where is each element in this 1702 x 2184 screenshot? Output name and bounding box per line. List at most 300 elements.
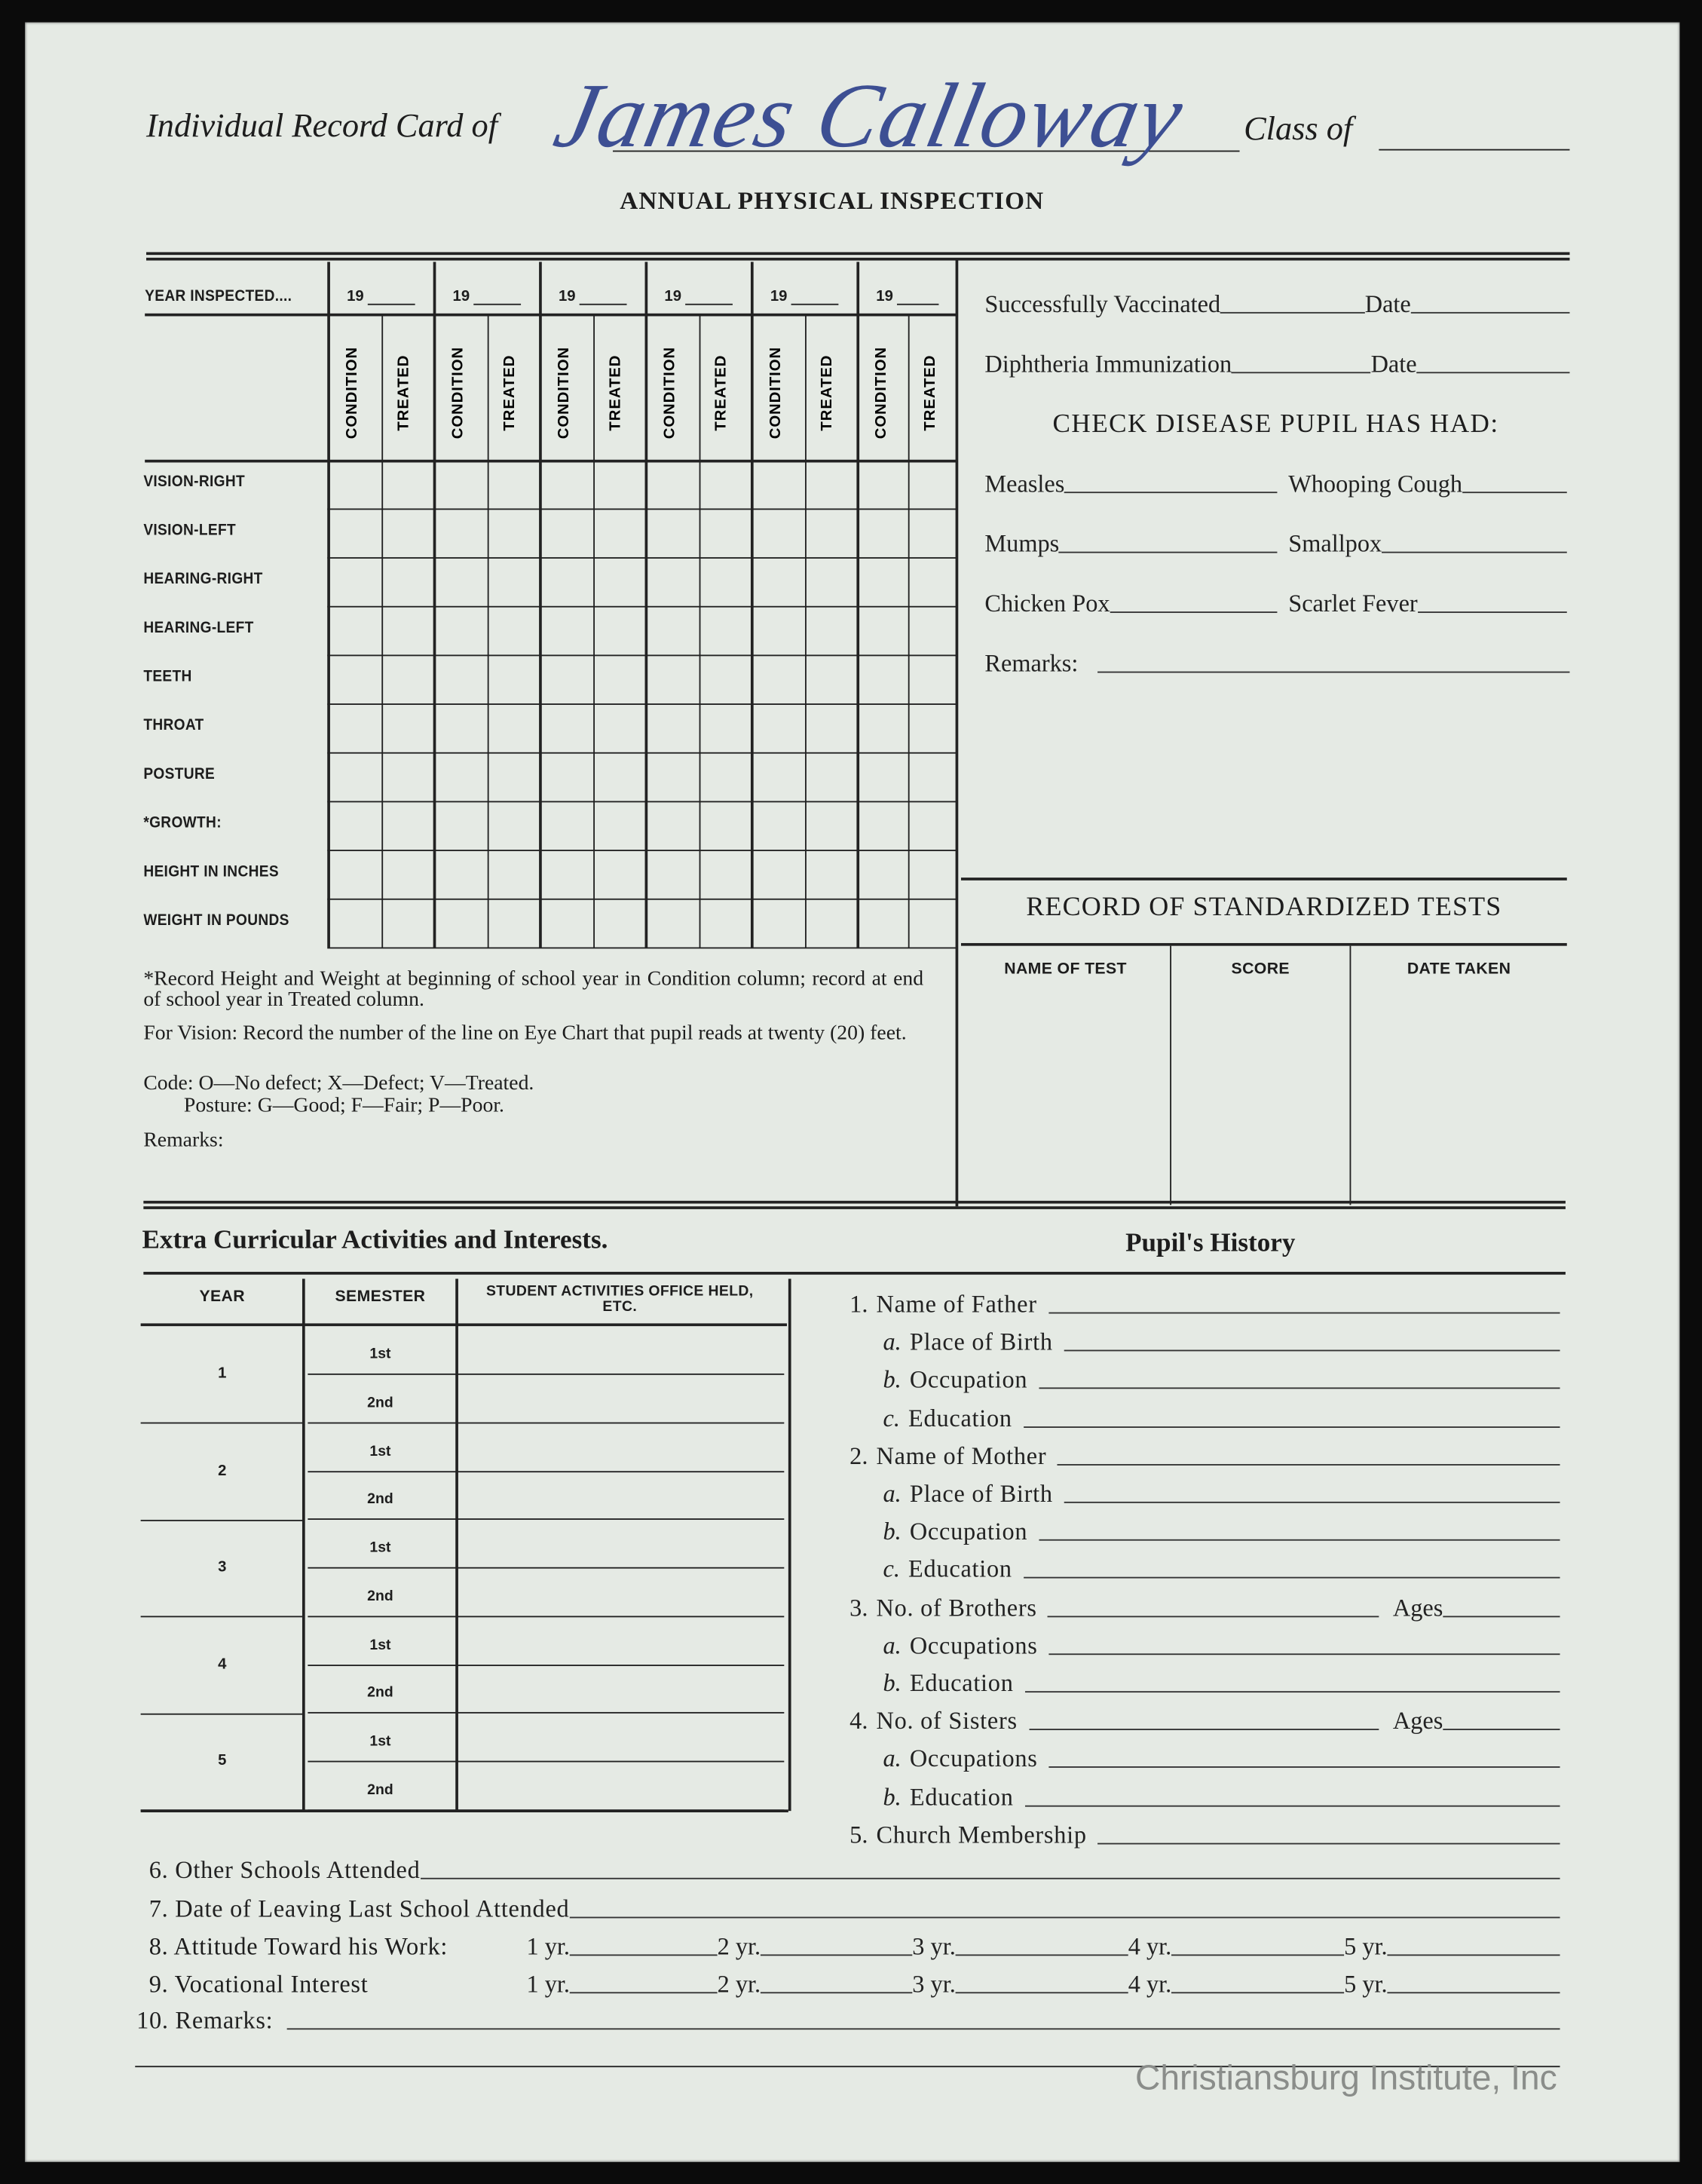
inspection-cell[interactable] <box>805 851 856 897</box>
inspection-row-label: TEETH <box>143 668 192 686</box>
health-remarks-field[interactable] <box>984 649 1569 678</box>
inspection-cell[interactable] <box>858 608 908 654</box>
inspection-cell[interactable] <box>911 851 961 897</box>
history-field[interactable] <box>849 1821 1560 1850</box>
inspection-cell[interactable] <box>699 851 750 897</box>
note-height-weight: *Record Height and Weight at beginning of school year in Condition column; record at end of school year in Treated column. <box>143 968 924 1012</box>
inspection-cell[interactable] <box>435 754 485 800</box>
fill-line <box>1388 1954 1560 1956</box>
inspection-cell[interactable] <box>329 754 379 800</box>
inspection-cell[interactable] <box>699 559 750 605</box>
inspection-cell[interactable] <box>540 656 591 702</box>
inspection-cell[interactable] <box>805 900 856 946</box>
year-blank-line[interactable] <box>791 304 839 305</box>
semester-label: 2nd <box>367 1781 393 1799</box>
inspection-cell[interactable] <box>858 900 908 946</box>
inspection-cell[interactable] <box>805 559 856 605</box>
fill-line <box>1059 552 1277 553</box>
item-number: 1. <box>849 1290 868 1319</box>
inspection-cell[interactable] <box>329 900 379 946</box>
inspection-cell[interactable] <box>381 754 432 800</box>
fill-line <box>1097 672 1569 673</box>
item-label: Education <box>908 1555 1012 1583</box>
inspection-cell[interactable] <box>329 461 379 507</box>
inspection-row-label: THROAT <box>143 717 204 734</box>
inspection-cell[interactable] <box>805 802 856 848</box>
history-field[interactable] <box>883 1328 1560 1357</box>
fill-line <box>1024 1426 1560 1427</box>
year-row-rule <box>145 314 957 317</box>
inspection-row-label: VISION-LEFT <box>143 522 236 540</box>
treated-header: TREATED <box>713 354 730 431</box>
inspection-cell[interactable] <box>329 851 379 897</box>
treated-header: TREATED <box>819 354 836 431</box>
fill-line <box>1220 312 1365 314</box>
inspection-cell[interactable] <box>381 608 432 654</box>
year-field[interactable] <box>1128 1932 1344 1962</box>
history-field[interactable] <box>883 1744 1560 1774</box>
activity-entry[interactable] <box>460 1762 783 1808</box>
inspection-cell[interactable] <box>540 510 591 556</box>
bottom-field[interactable] <box>149 1895 1560 1924</box>
inspection-cell[interactable] <box>593 656 644 702</box>
tests-header-rule <box>961 943 1567 945</box>
history-field[interactable] <box>883 1782 1560 1812</box>
inspection-cell[interactable] <box>752 754 803 800</box>
inspection-cell[interactable] <box>858 510 908 556</box>
disease-label: Scarlet Fever <box>1288 589 1418 617</box>
condition-header: CONDITION <box>873 346 890 440</box>
inspection-cell[interactable] <box>329 656 379 702</box>
semester-label: 1st <box>369 1636 391 1653</box>
inspection-cell[interactable] <box>646 754 696 800</box>
activity-entry[interactable] <box>460 1665 783 1711</box>
inspection-cell[interactable] <box>540 608 591 654</box>
disease-field[interactable] <box>984 590 1277 619</box>
fill-line <box>1382 552 1567 553</box>
fill-line <box>1024 1577 1560 1579</box>
inspection-cell[interactable] <box>699 802 750 848</box>
inspection-cell[interactable] <box>435 705 485 751</box>
date-label: Date <box>1364 289 1411 318</box>
inspection-cell[interactable] <box>593 705 644 751</box>
mid-rule-2 <box>143 1206 1566 1208</box>
disease-label: Smallpox <box>1288 529 1382 558</box>
tests-heading: RECORD OF STANDARDIZED TESTS <box>1026 893 1502 923</box>
item-number: a. <box>883 1479 902 1508</box>
year-field[interactable]: 19 <box>558 288 576 305</box>
inspection-cell[interactable] <box>646 851 696 897</box>
inspection-cell[interactable] <box>540 461 591 507</box>
fill-line <box>1388 1992 1560 1993</box>
inspection-row-label: HEARING-RIGHT <box>143 571 263 588</box>
inspection-cell[interactable] <box>699 900 750 946</box>
tests-col-score: SCORE <box>1231 960 1290 979</box>
inspection-cell[interactable] <box>329 608 379 654</box>
inspection-cell[interactable] <box>858 754 908 800</box>
inspection-cell[interactable] <box>646 559 696 605</box>
year-rule <box>141 1519 304 1521</box>
inspection-cell[interactable] <box>805 754 856 800</box>
condition-header: CONDITION <box>449 346 467 440</box>
disease-field[interactable] <box>1288 470 1567 499</box>
inspection-cell[interactable] <box>435 851 485 897</box>
year-label: 2 yr. <box>717 1931 761 1960</box>
year-label: 4 yr. <box>1128 1969 1172 1998</box>
inspection-cell[interactable] <box>699 705 750 751</box>
year-field[interactable]: 19 <box>770 288 788 305</box>
fill-line <box>1462 492 1567 493</box>
inspection-row-label: *GROWTH: <box>143 814 222 832</box>
history-field[interactable] <box>849 1290 1560 1319</box>
year-field[interactable]: 19 <box>664 288 682 305</box>
inspection-cell[interactable] <box>911 754 961 800</box>
year-rule <box>141 1616 304 1617</box>
inspection-cell[interactable] <box>699 608 750 654</box>
activity-entry[interactable] <box>460 1472 783 1518</box>
fill-line <box>287 2028 1560 2029</box>
field-label: 7. Date of Leaving Last School Attended <box>148 1895 570 1922</box>
inspection-cell[interactable] <box>488 705 538 751</box>
history-field[interactable] <box>883 1518 1560 1547</box>
watermark: Christiansburg Institute, Inc <box>1134 2059 1557 2098</box>
inspection-cell[interactable] <box>805 608 856 654</box>
year-field[interactable] <box>1344 1932 1560 1962</box>
year-blank-line[interactable] <box>897 304 938 305</box>
fill-line <box>1048 1767 1560 1769</box>
table-right-border <box>788 1279 791 1811</box>
year-blank-line[interactable] <box>368 304 415 305</box>
inspection-cell[interactable] <box>381 900 432 946</box>
inspection-cell[interactable] <box>646 608 696 654</box>
disease-label: Whooping Cough <box>1288 469 1463 498</box>
inspection-cell[interactable] <box>329 510 379 556</box>
inspection-cell[interactable] <box>488 802 538 848</box>
inspection-cell[interactable] <box>488 510 538 556</box>
year-blank-line[interactable] <box>473 304 521 305</box>
year-number: 5 <box>218 1752 227 1769</box>
class-of-line[interactable] <box>1379 149 1569 151</box>
inspection-cell[interactable] <box>329 559 379 605</box>
diphtheria-field[interactable] <box>984 350 1569 379</box>
inspection-cell[interactable] <box>488 608 538 654</box>
item-label: Place of Birth <box>909 1479 1053 1508</box>
fill-line <box>1443 1729 1560 1730</box>
inspection-cell[interactable] <box>435 461 485 507</box>
history-field[interactable] <box>883 1631 1560 1660</box>
fill-line <box>956 1954 1128 1956</box>
check-disease-heading: CHECK DISEASE PUPIL HAS HAD: <box>1052 409 1499 440</box>
inspection-row-label: HEIGHT IN INCHES <box>143 863 279 881</box>
fill-line <box>570 1954 718 1956</box>
inspection-cell[interactable] <box>435 559 485 605</box>
year-field[interactable] <box>526 1970 717 1999</box>
semester-label: 1st <box>369 1345 391 1363</box>
top-rule-2 <box>146 258 1569 260</box>
history-field[interactable] <box>849 1707 1560 1736</box>
item-number: 3. <box>849 1593 868 1622</box>
disease-field[interactable] <box>1288 529 1567 559</box>
mid-rule <box>143 1201 1566 1203</box>
inspection-cell[interactable] <box>752 510 803 556</box>
fill-line <box>1171 1992 1344 1993</box>
inspection-cell[interactable] <box>435 608 485 654</box>
year-field[interactable] <box>718 1932 913 1962</box>
inspection-cell[interactable] <box>911 608 961 654</box>
history-field[interactable] <box>883 1479 1560 1509</box>
activity-entry[interactable] <box>460 1714 783 1760</box>
inspection-cell[interactable] <box>646 900 696 946</box>
item-label: Occupation <box>909 1365 1028 1394</box>
year-label: 5 yr. <box>1344 1969 1388 1998</box>
disease-label: Mumps <box>984 529 1060 558</box>
item-number: a. <box>883 1328 902 1356</box>
fill-line <box>570 1992 718 1993</box>
activity-entry[interactable] <box>460 1616 783 1662</box>
fill-line <box>1418 611 1567 613</box>
year-label: 2 yr. <box>717 1969 761 1998</box>
inspection-cell[interactable] <box>752 705 803 751</box>
inspection-cell[interactable] <box>593 559 644 605</box>
inspection-cell[interactable] <box>858 705 908 751</box>
history-field[interactable] <box>883 1669 1560 1698</box>
fill-line <box>1064 1350 1560 1352</box>
tests-top-rule <box>961 878 1567 880</box>
inspection-cell[interactable] <box>381 461 432 507</box>
inspection-cell[interactable] <box>593 900 644 946</box>
fill-line <box>761 1992 912 1993</box>
inspection-cell[interactable] <box>435 656 485 702</box>
treated-header: TREATED <box>922 354 939 431</box>
item-label: Place of Birth <box>909 1328 1053 1356</box>
history-field[interactable] <box>883 1555 1560 1585</box>
field-label: 9. Vocational Interest <box>148 1969 369 1998</box>
title-prefix: Individual Record Card of <box>146 109 498 145</box>
semester-label: 1st <box>369 1732 391 1750</box>
fill-line <box>1024 1691 1560 1692</box>
fill-line <box>1029 1729 1379 1730</box>
item-number: 4. <box>849 1706 868 1735</box>
year-field[interactable] <box>912 1970 1128 1999</box>
note-vision: For Vision: Record the number of the line on Eye Chart that pupil reads at twenty (20) feet. <box>143 1022 907 1045</box>
inspection-cell[interactable] <box>381 510 432 556</box>
inspection-cell[interactable] <box>488 461 538 507</box>
item-number: c. <box>883 1555 900 1583</box>
inspection-cell[interactable] <box>858 656 908 702</box>
disease-field[interactable] <box>984 529 1277 559</box>
activity-entry[interactable] <box>460 1326 783 1372</box>
inspection-cell[interactable] <box>911 656 961 702</box>
item-label: Church Membership <box>876 1820 1087 1849</box>
inspection-cell[interactable] <box>911 510 961 556</box>
inspection-cell[interactable] <box>540 802 591 848</box>
condition-header: CONDITION <box>767 346 785 440</box>
inspection-cell[interactable] <box>593 461 644 507</box>
history-field[interactable] <box>883 1366 1560 1395</box>
activity-entry[interactable] <box>460 1520 783 1566</box>
inspection-cell[interactable] <box>329 802 379 848</box>
remarks-field[interactable] <box>136 2006 1560 2035</box>
year-number: 1 <box>218 1365 227 1383</box>
fill-line <box>1417 372 1570 373</box>
inspection-cell[interactable] <box>646 802 696 848</box>
bottom-field[interactable] <box>149 1855 1560 1885</box>
year-blank-line[interactable] <box>685 304 733 305</box>
history-field[interactable] <box>883 1404 1560 1433</box>
condition-header: CONDITION <box>344 346 361 440</box>
inspection-row-label: HEARING-LEFT <box>143 620 254 637</box>
fill-line <box>1048 1616 1379 1617</box>
fill-line <box>1064 1502 1560 1503</box>
inspection-cell[interactable] <box>699 754 750 800</box>
inspection-cell[interactable] <box>488 754 538 800</box>
section-divider <box>956 259 958 1207</box>
inspection-cell[interactable] <box>805 510 856 556</box>
tests-divider <box>1350 946 1351 1205</box>
note-posture: Posture: G—Good; F—Fair; P—Poor. <box>183 1095 504 1117</box>
history-field[interactable] <box>849 1441 1560 1471</box>
activity-entry[interactable] <box>460 1374 783 1420</box>
year-field[interactable]: 19 <box>876 288 893 305</box>
inspection-cell[interactable] <box>540 900 591 946</box>
inspection-cell[interactable] <box>858 802 908 848</box>
inspection-cell[interactable] <box>858 851 908 897</box>
col-semester: SEMESTER <box>335 1288 426 1306</box>
fill-line <box>1443 1616 1560 1617</box>
inspection-cell[interactable] <box>381 656 432 702</box>
fill-line <box>1058 1464 1560 1466</box>
top-rule <box>146 252 1569 254</box>
year-rule <box>141 1423 304 1424</box>
inspection-cell[interactable] <box>540 705 591 751</box>
inspection-cell[interactable] <box>858 461 908 507</box>
semester-label: 2nd <box>367 1394 393 1411</box>
inspection-cell[interactable] <box>435 510 485 556</box>
item-label: No. of Sisters <box>876 1706 1018 1735</box>
inspection-cell[interactable] <box>329 705 379 751</box>
inspection-cell[interactable] <box>752 461 803 507</box>
inspection-cell[interactable] <box>435 900 485 946</box>
fill-line <box>1110 611 1278 613</box>
inspection-cell[interactable] <box>752 559 803 605</box>
inspection-cell[interactable] <box>911 802 961 848</box>
year-field[interactable]: 19 <box>452 288 470 305</box>
fill-line <box>1064 492 1277 493</box>
inspection-cell[interactable] <box>540 851 591 897</box>
inspection-cell[interactable] <box>593 851 644 897</box>
inspection-cell[interactable] <box>858 559 908 605</box>
year-field[interactable] <box>526 1932 717 1962</box>
inspection-row-label: WEIGHT IN POUNDS <box>143 912 289 930</box>
inspection-cell[interactable] <box>540 754 591 800</box>
item-number: c. <box>883 1403 900 1432</box>
inspection-cell[interactable] <box>911 559 961 605</box>
inspection-cell[interactable] <box>752 656 803 702</box>
item-label: Education <box>908 1403 1012 1432</box>
tests-col-name: NAME OF TEST <box>1004 960 1127 979</box>
treated-header: TREATED <box>395 354 412 431</box>
year-label: 1 yr. <box>526 1969 570 1998</box>
inspection-cell[interactable] <box>646 461 696 507</box>
date-label: Date <box>1370 349 1417 378</box>
year-blank-line[interactable] <box>580 304 627 305</box>
column-divider <box>908 315 910 948</box>
inspection-cell[interactable] <box>805 656 856 702</box>
inspection-cell[interactable] <box>911 705 961 751</box>
inspection-cell[interactable] <box>381 559 432 605</box>
inspection-cell[interactable] <box>381 705 432 751</box>
inspection-cell[interactable] <box>593 608 644 654</box>
disease-field[interactable] <box>1288 590 1567 619</box>
fill-line <box>1411 312 1570 314</box>
semester-label: 2nd <box>367 1490 393 1508</box>
activity-entry[interactable] <box>460 1568 783 1614</box>
inspection-cell[interactable] <box>540 559 591 605</box>
item-label: Name of Mother <box>876 1441 1047 1470</box>
inspection-cell[interactable] <box>593 754 644 800</box>
inspection-cell[interactable] <box>752 900 803 946</box>
inspection-cell[interactable] <box>646 705 696 751</box>
inspection-cell[interactable] <box>805 705 856 751</box>
item-label: No. of Brothers <box>876 1593 1037 1622</box>
inspection-cell[interactable] <box>646 510 696 556</box>
year-field[interactable] <box>718 1970 913 1999</box>
inspection-cell[interactable] <box>593 510 644 556</box>
inspection-cell[interactable] <box>435 802 485 848</box>
activities-rule <box>143 1272 1566 1274</box>
inspection-cell[interactable] <box>752 608 803 654</box>
inspection-cell[interactable] <box>911 900 961 946</box>
inspection-cell[interactable] <box>488 851 538 897</box>
year-inspected-label: YEAR INSPECTED.... <box>145 288 292 305</box>
field-label: 6. Other Schools Attended <box>148 1855 421 1884</box>
vaccinated-field[interactable] <box>984 289 1569 319</box>
inspection-cell[interactable] <box>488 900 538 946</box>
activity-entry[interactable] <box>460 1423 783 1469</box>
year-field[interactable] <box>1344 1970 1560 1999</box>
inspection-cell[interactable] <box>805 461 856 507</box>
history-field[interactable] <box>849 1593 1560 1622</box>
item-label: Name of Father <box>876 1290 1037 1319</box>
inspection-cell[interactable] <box>593 802 644 848</box>
inspection-cell[interactable] <box>699 461 750 507</box>
inspection-cell[interactable] <box>646 656 696 702</box>
fill-line <box>1039 1388 1560 1389</box>
semester-divider <box>455 1279 458 1811</box>
tests-divider <box>1170 946 1171 1205</box>
inspection-cell[interactable] <box>752 802 803 848</box>
inspection-cell[interactable] <box>699 510 750 556</box>
inspection-cell[interactable] <box>381 802 432 848</box>
inspection-cell[interactable] <box>488 656 538 702</box>
year-field[interactable] <box>912 1932 1128 1962</box>
disease-field[interactable] <box>984 470 1277 499</box>
inspection-row-label: POSTURE <box>143 766 216 783</box>
inspection-cell[interactable] <box>381 851 432 897</box>
year-field[interactable]: 19 <box>347 288 364 305</box>
inspection-cell[interactable] <box>699 656 750 702</box>
inspection-cell[interactable] <box>752 851 803 897</box>
year-number: 2 <box>218 1462 227 1479</box>
vaccinated-label: Successfully Vaccinated <box>984 289 1221 318</box>
history-heading: Pupil's History <box>1125 1228 1296 1258</box>
inspection-cell[interactable] <box>911 461 961 507</box>
item-label: Education <box>909 1668 1014 1697</box>
semester-label: 2nd <box>367 1684 393 1702</box>
inspection-cell[interactable] <box>488 559 538 605</box>
item-number: a. <box>883 1631 902 1659</box>
year-field[interactable] <box>1128 1970 1344 1999</box>
